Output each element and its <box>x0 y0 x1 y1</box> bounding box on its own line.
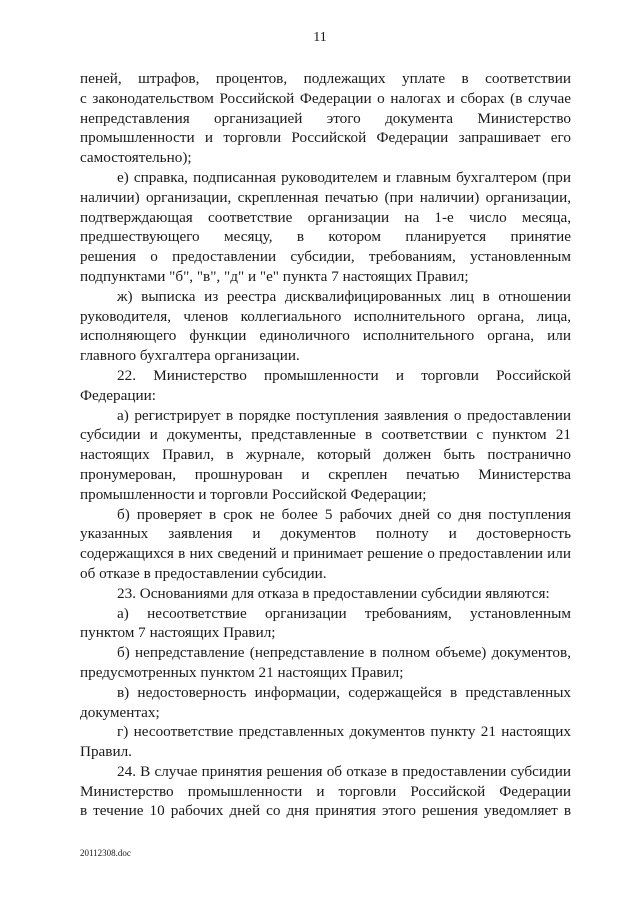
text-line: промышленности и торговли Российской Федерации запрашивает его <box>80 129 571 147</box>
text-line: 24. В случае принятия решения об отказе в предоставлении субсидии <box>117 762 571 780</box>
text-line: настоящих Правил, в журнале, который должен быть постранично <box>80 446 571 464</box>
text-line: в течение 10 рабочих дней со дня принятия этого решения уведомляет в <box>80 802 571 820</box>
text-line: исполняющего функции единоличного исполнительного органа, или <box>80 327 571 345</box>
text-line: главного бухгалтера организации. <box>80 347 300 365</box>
paragraph <box>80 69 571 168</box>
text-line: в) недостоверность информации, содержащейся в представленных <box>117 683 571 701</box>
paragraph <box>80 722 571 762</box>
text-line: об отказе в предоставлении субсидии. <box>80 564 327 582</box>
text-line: содержащихся в них сведений и принимает решение о предоставлении или <box>80 545 571 563</box>
text-line: субсидии и документы, представленные в соответствии с пунктом 21 <box>80 426 571 444</box>
document-body <box>80 69 571 821</box>
text-line: указанных заявления и документов полноту и достоверность <box>80 525 571 543</box>
paragraph <box>80 604 571 644</box>
text-line: ж) выписка из реестра дисквалифицированных лиц в отношении <box>117 287 571 305</box>
footer-filename: 20112308.doc <box>80 848 131 858</box>
text-line: документах; <box>80 703 160 721</box>
text-line: пунктом 7 настоящих Правил; <box>80 624 276 642</box>
text-line: 22. Министерство промышленности и торговли Российской <box>117 366 571 384</box>
paragraph <box>80 366 571 406</box>
text-line: б) проверяет в срок не более 5 рабочих дней со дня поступления <box>117 505 571 523</box>
text-line: а) несоответствие организации требованиям, установленным <box>117 604 571 622</box>
text-line: г) несоответствие представленных документов пункту 21 настоящих <box>117 723 571 741</box>
text-line: решения о предоставлении субсидии, требованиям, установленным <box>80 248 571 266</box>
text-line: пронумерован, прошнурован и скреплен печатью Министерства <box>80 465 571 483</box>
text-line: руководителя, членов коллегиального исполнительного органа, лица, <box>80 307 571 325</box>
text-line: предусмотренных пунктом 21 настоящих Правил; <box>80 663 404 681</box>
paragraph <box>80 643 571 683</box>
text-line: Правил. <box>80 743 132 761</box>
text-line: Министерство промышленности и торговли Российской Федерации <box>80 782 571 800</box>
paragraph <box>80 406 571 505</box>
text-line: подпунктами "б", "в", "д" и "е" пункта 7 настоящих Правил; <box>80 267 469 285</box>
text-line: Федерации: <box>80 386 156 404</box>
page-number: 11 <box>313 30 327 45</box>
text-line: пеней, штрафов, процентов, подлежащих уплате в соответствии <box>80 70 571 87</box>
paragraph <box>80 762 571 821</box>
text-line: наличии) организации, скрепленная печатью (при наличии) организации, <box>80 188 571 206</box>
text-line: непредставления организацией этого документа Министерство <box>80 109 571 127</box>
text-line: с законодательством Российской Федерации о налогах и сборах (в случае <box>80 89 571 107</box>
text-line: е) справка, подписанная руководителем и главным бухгалтером (при <box>117 168 571 186</box>
paragraph <box>80 287 571 366</box>
paragraph <box>80 505 571 584</box>
paragraph <box>80 683 571 723</box>
text-line: самостоятельно); <box>80 149 192 167</box>
paragraph <box>80 584 571 604</box>
text-line: 23. Основаниями для отказа в предоставлении субсидии являются: <box>117 584 550 602</box>
text-line: подтверждающая соответствие организации на 1-е число месяца, <box>80 208 571 226</box>
text-line: промышленности и торговли Российской Федерации; <box>80 485 427 503</box>
paragraph <box>80 168 571 287</box>
text-line: б) непредставление (непредставление в полном объеме) документов, <box>117 644 571 662</box>
text-line: а) регистрирует в порядке поступления заявления о предоставлении <box>117 406 571 424</box>
text-line: предшествующего месяцу, в котором планируется принятие <box>80 228 571 246</box>
